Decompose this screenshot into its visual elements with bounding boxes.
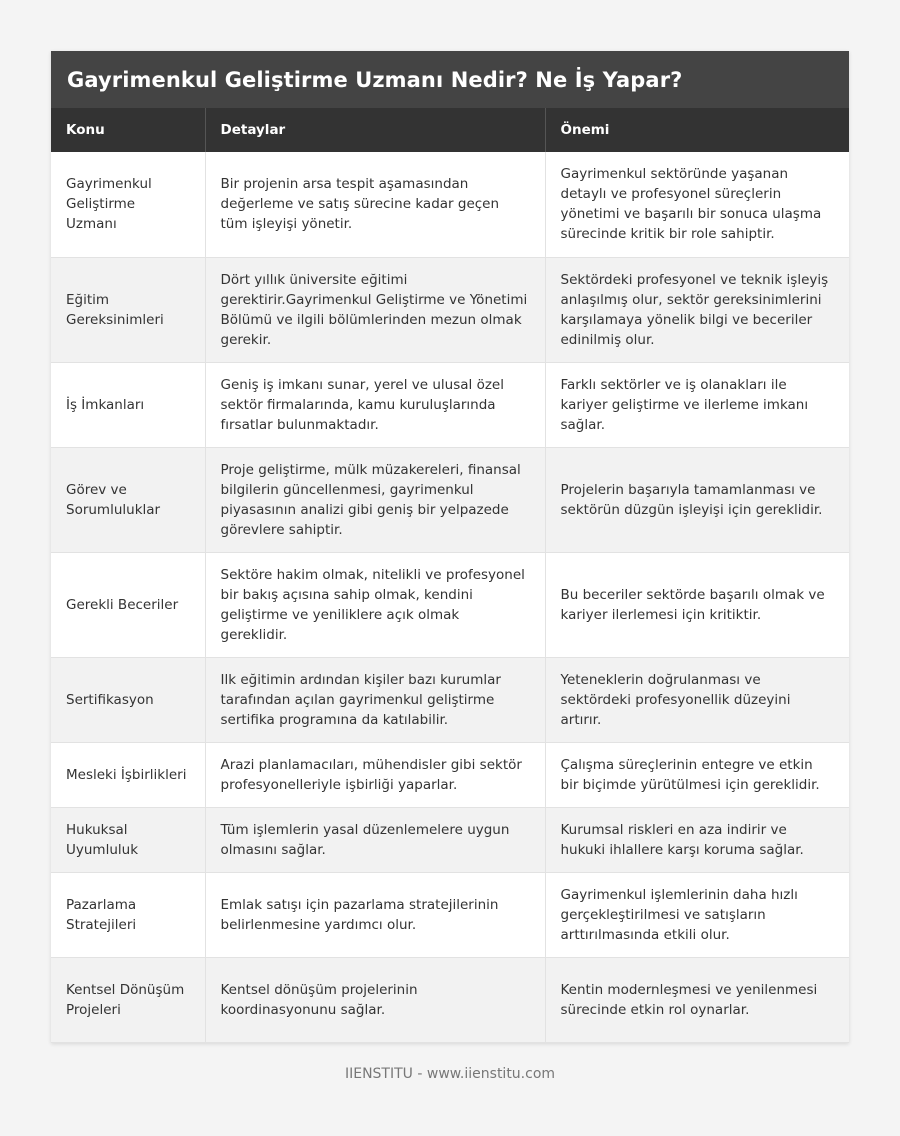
table-row: [51, 957, 849, 1042]
table-row: [51, 447, 849, 552]
cell-konu: Görev ve Sorumluluklar: [51, 447, 205, 552]
cell-detaylar: Ilk eğitimin ardından kişiler bazı kurumlar tarafından açılan gayrimenkul geliştirme sertifika programına da katılabilir.: [205, 657, 545, 742]
cell-detaylar: Tüm işlemlerin yasal düzenlemelere uygun olmasını sağlar.: [205, 807, 545, 872]
cell-detaylar: Kentsel dönüşüm projelerinin koordinasyonunu sağlar.: [205, 957, 545, 1042]
cell-konu: Mesleki İşbirlikleri: [51, 742, 205, 807]
cell-onemi: Gayrimenkul işlemlerinin daha hızlı gerçekleştirilmesi ve satışların arttırılmasında etkili olur.: [545, 872, 849, 957]
table-row: [51, 362, 849, 447]
title-bar: [51, 51, 849, 108]
cell-onemi: Bu beceriler sektörde başarılı olmak ve kariyer ilerlemesi için kritiktir.: [545, 552, 849, 657]
table-row: [51, 807, 849, 872]
cell-onemi: Kurumsal riskleri en aza indirir ve hukuki ihlallere karşı koruma sağlar.: [545, 807, 849, 872]
table-card: [51, 51, 849, 1043]
info-table: [51, 108, 849, 1043]
column-header-konu: Konu: [51, 108, 205, 152]
cell-konu: Sertifikasyon: [51, 657, 205, 742]
cell-onemi: Yeteneklerin doğrulanması ve sektördeki profesyonellik düzeyini artırır.: [545, 657, 849, 742]
table-row: [51, 152, 849, 257]
cell-konu: Eğitim Gereksinimleri: [51, 257, 205, 362]
cell-detaylar: Bir projenin arsa tespit aşamasından değerleme ve satış sürecine kadar geçen tüm işleyişi yönetir.: [205, 152, 545, 257]
cell-detaylar: Arazi planlamacıları, mühendisler gibi sektör profesyonelleriyle işbirliği yaparlar.: [205, 742, 545, 807]
cell-onemi: Çalışma süreçlerinin entegre ve etkin bir biçimde yürütülmesi için gereklidir.: [545, 742, 849, 807]
table-row: [51, 872, 849, 957]
cell-konu: Kentsel Dönüşüm Projeleri: [51, 957, 205, 1042]
cell-konu: Gayrimenkul Geliştirme Uzmanı: [51, 152, 205, 257]
column-header-onemi: Önemi: [545, 108, 849, 152]
cell-konu: Gerekli Beceriler: [51, 552, 205, 657]
cell-detaylar: Emlak satışı için pazarlama stratejilerinin belirlenmesine yardımcı olur.: [205, 872, 545, 957]
cell-onemi: Sektördeki profesyonel ve teknik işleyiş anlaşılmış olur, sektör gereksinimlerini karşılamaya yönelik bilgi ve beceriler edinilmiş olur.: [545, 257, 849, 362]
cell-onemi: Farklı sektörler ve iş olanakları ile kariyer geliştirme ve ilerleme imkanı sağlar.: [545, 362, 849, 447]
table-row: [51, 257, 849, 362]
table-header-row: [51, 108, 849, 152]
cell-onemi: Gayrimenkul sektöründe yaşanan detaylı ve profesyonel süreçlerin yönetimi ve başarılı bir sonuca ulaşma sürecinde kritik bir role sahiptir.: [545, 152, 849, 257]
cell-detaylar: Sektöre hakim olmak, nitelikli ve profesyonel bir bakış açısına sahip olmak, kendini geliştirme ve yeniliklere açık olmak gereklidir.: [205, 552, 545, 657]
footer-credit: IIENSTITU - www.iienstitu.com: [344, 1066, 556, 1082]
table-row: [51, 552, 849, 657]
cell-konu: Hukuksal Uyumluluk: [51, 807, 205, 872]
table-row: [51, 742, 849, 807]
cell-konu: Pazarlama Stratejileri: [51, 872, 205, 957]
cell-detaylar: Proje geliştirme, mülk müzakereleri, finansal bilgilerin güncellenmesi, gayrimenkul piyasasının analizi gibi geniş bir yelpazede görevlere sahiptir.: [205, 447, 545, 552]
cell-onemi: Kentin modernleşmesi ve yenilenmesi sürecinde etkin rol oynarlar.: [545, 957, 849, 1042]
cell-detaylar: Dört yıllık üniversite eğitimi gerektirir.Gayrimenkul Geliştirme ve Yönetimi Bölümü ve ilgili bölümlerinden mezun olmak gerekir.: [205, 257, 545, 362]
cell-detaylar: Geniş iş imkanı sunar, yerel ve ulusal özel sektör firmalarında, kamu kuruluşlarında fırsatlar bulunmaktadır.: [205, 362, 545, 447]
column-header-detaylar: Detaylar: [205, 108, 545, 152]
cell-konu: İş İmkanları: [51, 362, 205, 447]
cell-onemi: Projelerin başarıyla tamamlanması ve sektörün düzgün işleyişi için gereklidir.: [545, 447, 849, 552]
page-title: Gayrimenkul Geliştirme Uzmanı Nedir? Ne İş Yapar?: [67, 67, 683, 92]
table-row: [51, 657, 849, 742]
